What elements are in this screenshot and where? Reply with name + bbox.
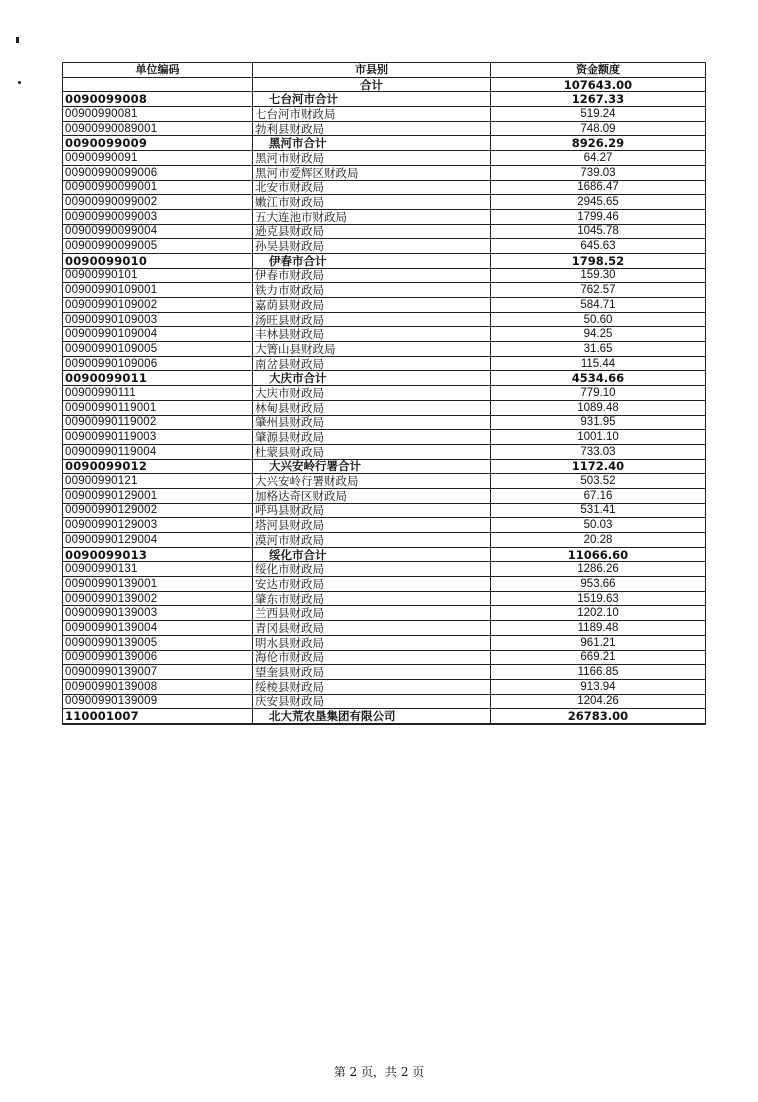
unit-code-cell: 00900990139005 [63, 635, 253, 650]
city-county-cell: 黑河市合计 [253, 136, 491, 151]
table-row [63, 415, 706, 430]
table-row [63, 444, 706, 459]
table-row [63, 606, 706, 621]
city-county-cell: 北安市财政局 [253, 180, 491, 195]
table-header-row [63, 63, 706, 78]
table-row [63, 180, 706, 195]
city-county-cell: 南岔县财政局 [253, 356, 491, 371]
unit-code-cell: 00900990101 [63, 268, 253, 283]
unit-code-cell: 00900990129001 [63, 488, 253, 503]
city-county-cell: 杜蒙县财政局 [253, 444, 491, 459]
unit-code-cell: 0090099011 [63, 371, 253, 386]
unit-code-cell: 00900990109006 [63, 356, 253, 371]
header-unit-code: 单位编码 [63, 63, 253, 78]
city-county-cell: 大兴安岭行署财政局 [253, 474, 491, 489]
unit-code-cell: 00900990129003 [63, 518, 253, 533]
city-county-cell: 逊克县财政局 [253, 224, 491, 239]
fund-amount-cell: 1686.47 [491, 180, 706, 195]
unit-code-cell: 0090099008 [63, 92, 253, 107]
city-county-cell: 呼玛县财政局 [253, 503, 491, 518]
unit-code-cell: 00900990099003 [63, 209, 253, 224]
scan-dot [18, 81, 21, 84]
city-county-cell: 大庆市财政局 [253, 386, 491, 401]
table-row [63, 165, 706, 180]
fund-amount-cell: 26783.00 [491, 709, 706, 724]
unit-code-cell: 00900990099002 [63, 195, 253, 210]
table-row [63, 239, 706, 254]
city-county-cell: 五大连池市财政局 [253, 209, 491, 224]
city-county-cell: 兰西县财政局 [253, 606, 491, 621]
unit-code-cell: 00900990081 [63, 107, 253, 122]
city-county-cell: 漠河市财政局 [253, 533, 491, 548]
unit-code-cell [63, 77, 253, 92]
table-row [63, 268, 706, 283]
city-county-cell: 伊春市财政局 [253, 268, 491, 283]
city-county-cell: 大庆市合计 [253, 371, 491, 386]
unit-code-cell: 00900990109004 [63, 327, 253, 342]
table-row [63, 650, 706, 665]
fund-amount-cell: 953.66 [491, 577, 706, 592]
unit-code-cell: 00900990089001 [63, 121, 253, 136]
city-county-cell: 七台河市合计 [253, 92, 491, 107]
fund-amount-cell: 94.25 [491, 327, 706, 342]
unit-code-cell: 00900990119002 [63, 415, 253, 430]
page-number: 第 2 页，共 2 页 [333, 1065, 425, 1079]
table-subtotal-row [63, 253, 706, 268]
table-subtotal-row [63, 77, 706, 92]
fund-amount-cell: 1519.63 [491, 591, 706, 606]
city-county-cell: 北大荒农垦集团有限公司 [253, 709, 491, 724]
fund-amount-cell: 1202.10 [491, 606, 706, 621]
fund-amount-cell: 645.63 [491, 239, 706, 254]
table-row [63, 327, 706, 342]
fund-amount-cell: 50.03 [491, 518, 706, 533]
unit-code-cell: 00900990139007 [63, 665, 253, 680]
fund-amount-cell: 2945.65 [491, 195, 706, 210]
unit-code-cell: 00900990129004 [63, 533, 253, 548]
unit-code-cell: 110001007 [63, 709, 253, 724]
fund-amount-cell: 733.03 [491, 444, 706, 459]
city-county-cell: 大兴安岭行署合计 [253, 459, 491, 474]
fund-amount-cell: 739.03 [491, 165, 706, 180]
fund-amount-cell: 1172.40 [491, 459, 706, 474]
fund-amount-cell: 64.27 [491, 151, 706, 166]
city-county-cell: 大箐山县财政局 [253, 342, 491, 357]
fund-amount-cell: 762.57 [491, 283, 706, 298]
table-subtotal-row [63, 709, 706, 724]
table-row [63, 356, 706, 371]
city-county-cell: 嘉荫县财政局 [253, 298, 491, 313]
table-row [63, 386, 706, 401]
city-county-cell: 合计 [253, 77, 491, 92]
fund-amount-cell: 913.94 [491, 679, 706, 694]
fund-amount-cell: 1799.46 [491, 209, 706, 224]
unit-code-cell: 00900990099001 [63, 180, 253, 195]
city-county-cell: 青冈县财政局 [253, 621, 491, 636]
city-county-cell: 加格达奇区财政局 [253, 488, 491, 503]
unit-code-cell: 00900990129002 [63, 503, 253, 518]
table-row [63, 474, 706, 489]
city-county-cell: 海伦市财政局 [253, 650, 491, 665]
fund-amount-cell: 1798.52 [491, 253, 706, 268]
city-county-cell: 嫩江市财政局 [253, 195, 491, 210]
unit-code-cell: 00900990109005 [63, 342, 253, 357]
city-county-cell: 黑河市财政局 [253, 151, 491, 166]
fund-amount-cell: 67.16 [491, 488, 706, 503]
table-row [63, 635, 706, 650]
table-row [63, 430, 706, 445]
unit-code-cell: 00900990109003 [63, 312, 253, 327]
fund-amount-cell: 1045.78 [491, 224, 706, 239]
city-county-cell: 丰林县财政局 [253, 327, 491, 342]
city-county-cell: 林甸县财政局 [253, 400, 491, 415]
table-row [63, 679, 706, 694]
table-row [63, 107, 706, 122]
table-row [63, 298, 706, 313]
table-row [63, 665, 706, 680]
table-body [63, 77, 706, 724]
table-row [63, 224, 706, 239]
table-subtotal-row [63, 371, 706, 386]
fund-amount-cell: 8926.29 [491, 136, 706, 151]
fund-amount-cell: 115.44 [491, 356, 706, 371]
city-county-cell: 绥棱县财政局 [253, 679, 491, 694]
unit-code-cell: 0090099013 [63, 547, 253, 562]
unit-code-cell: 00900990119001 [63, 400, 253, 415]
unit-code-cell: 0090099009 [63, 136, 253, 151]
table-row [63, 195, 706, 210]
city-county-cell: 绥化市合计 [253, 547, 491, 562]
city-county-cell: 明水县财政局 [253, 635, 491, 650]
unit-code-cell: 00900990111 [63, 386, 253, 401]
funding-table [62, 62, 706, 725]
city-county-cell: 伊春市合计 [253, 253, 491, 268]
city-county-cell: 孙吴县财政局 [253, 239, 491, 254]
fund-amount-cell: 519.24 [491, 107, 706, 122]
table-subtotal-row [63, 92, 706, 107]
unit-code-cell: 00900990109002 [63, 298, 253, 313]
table-row [63, 209, 706, 224]
table-row [63, 283, 706, 298]
fund-amount-cell: 779.10 [491, 386, 706, 401]
fund-amount-cell: 1189.48 [491, 621, 706, 636]
city-county-cell: 肇州县财政局 [253, 415, 491, 430]
unit-code-cell: 00900990139009 [63, 694, 253, 709]
header-fund-amount: 资金额度 [491, 63, 706, 78]
unit-code-cell: 00900990119004 [63, 444, 253, 459]
unit-code-cell: 00900990099005 [63, 239, 253, 254]
table-row [63, 488, 706, 503]
city-county-cell: 塔河县财政局 [253, 518, 491, 533]
table-row [63, 518, 706, 533]
fund-amount-cell: 503.52 [491, 474, 706, 489]
city-county-cell: 七台河市财政局 [253, 107, 491, 122]
fund-amount-cell: 31.65 [491, 342, 706, 357]
unit-code-cell: 00900990091 [63, 151, 253, 166]
fund-amount-cell: 1166.85 [491, 665, 706, 680]
city-county-cell: 铁力市财政局 [253, 283, 491, 298]
fund-amount-cell: 50.60 [491, 312, 706, 327]
city-county-cell: 庆安县财政局 [253, 694, 491, 709]
fund-amount-cell: 748.09 [491, 121, 706, 136]
unit-code-cell: 00900990139006 [63, 650, 253, 665]
fund-amount-cell: 11066.60 [491, 547, 706, 562]
unit-code-cell: 00900990131 [63, 562, 253, 577]
unit-code-cell: 00900990119003 [63, 430, 253, 445]
unit-code-cell: 00900990121 [63, 474, 253, 489]
table-subtotal-row [63, 136, 706, 151]
fund-amount-cell: 4534.66 [491, 371, 706, 386]
table-row [63, 151, 706, 166]
fund-amount-cell: 1204.26 [491, 694, 706, 709]
unit-code-cell: 0090099010 [63, 253, 253, 268]
unit-code-cell: 00900990109001 [63, 283, 253, 298]
header-city-county: 市县别 [253, 63, 491, 78]
scan-mark [16, 37, 19, 43]
unit-code-cell: 00900990139004 [63, 621, 253, 636]
table-row [63, 562, 706, 577]
unit-code-cell: 00900990099006 [63, 165, 253, 180]
table-row [63, 503, 706, 518]
city-county-cell: 勃利县财政局 [253, 121, 491, 136]
fund-amount-cell: 669.21 [491, 650, 706, 665]
city-county-cell: 绥化市财政局 [253, 562, 491, 577]
table-row [63, 621, 706, 636]
fund-amount-cell: 1001.10 [491, 430, 706, 445]
table-row [63, 400, 706, 415]
table-row [63, 312, 706, 327]
table-subtotal-row [63, 459, 706, 474]
city-county-cell: 望奎县财政局 [253, 665, 491, 680]
city-county-cell: 肇东市财政局 [253, 591, 491, 606]
unit-code-cell: 00900990139008 [63, 679, 253, 694]
fund-amount-cell: 961.21 [491, 635, 706, 650]
city-county-cell: 安达市财政局 [253, 577, 491, 592]
table-row [63, 342, 706, 357]
unit-code-cell: 00900990099004 [63, 224, 253, 239]
unit-code-cell: 00900990139002 [63, 591, 253, 606]
table-row [63, 694, 706, 709]
city-county-cell: 黑河市爱辉区财政局 [253, 165, 491, 180]
table-row [63, 591, 706, 606]
table-row [63, 577, 706, 592]
fund-amount-cell: 584.71 [491, 298, 706, 313]
unit-code-cell: 00900990139001 [63, 577, 253, 592]
city-county-cell: 肇源县财政局 [253, 430, 491, 445]
fund-amount-cell: 20.28 [491, 533, 706, 548]
fund-amount-cell: 931.95 [491, 415, 706, 430]
fund-amount-cell: 107643.00 [491, 77, 706, 92]
unit-code-cell: 00900990139003 [63, 606, 253, 621]
table-subtotal-row [63, 547, 706, 562]
fund-amount-cell: 1267.33 [491, 92, 706, 107]
table-row [63, 533, 706, 548]
fund-amount-cell: 1286.26 [491, 562, 706, 577]
table-row [63, 121, 706, 136]
fund-amount-cell: 1089.48 [491, 400, 706, 415]
city-county-cell: 汤旺县财政局 [253, 312, 491, 327]
fund-amount-cell: 531.41 [491, 503, 706, 518]
unit-code-cell: 0090099012 [63, 459, 253, 474]
fund-amount-cell: 159.30 [491, 268, 706, 283]
